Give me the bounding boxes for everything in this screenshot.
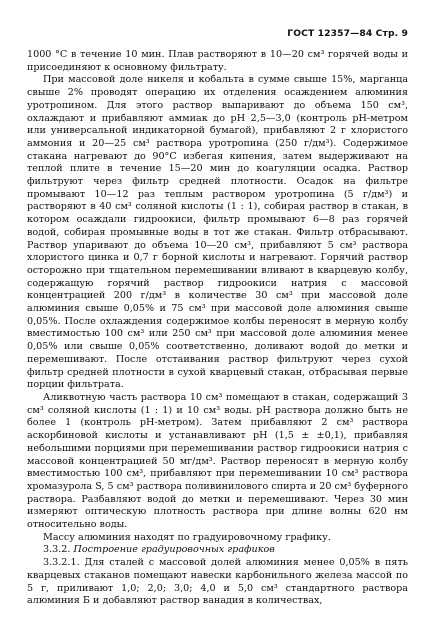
paragraph: 3.3.2.1. Для сталей с массовой долей алюминия менее 0,05% в пять кварцевых стаканов помещают навески карбонильного железа массой по 5 г, приливают 1,0; 2,0; 3,0; 4,0 и 5,0 см³ стандартного раствора алюминия Б и добавляют раствор ванадия в количествах, [27,557,408,607]
paragraph: Массу алюминия находят по градуировочному графику. [43,531,331,543]
paragraph: 1000 °С в течение 10 мин. Плав растворяют в 10—20 см³ горячей воды и присоединяют к основному фильтрату. [27,49,408,73]
page-header [287,28,408,39]
standard-number: ГОСТ 12357—84 [287,28,373,39]
body-text [27,49,408,608]
section-number: 3.3.2. [43,544,71,556]
section-title: Построение градуировочных графиков [73,544,275,556]
page-number: Стр. 9 [375,28,408,39]
section-heading [27,544,408,557]
paragraph: При массовой доле никеля и кобальта в сумме свыше 15%, марганца свыше 2% проводят операцию их отделения осаждением алюминия уротропином. Для этого раствор выпаривают до объема 150 см³, охлаждают и прибавляют аммиак до рН 2,5—3,0 (контроль рН-метром или универсальной индикаторной бумагой), прибавляют 2 г хлористого аммония и 20—25 см³ раствора уротропина (250 г/дм³). Содержимое стакана нагревают до 90°С избегая кипения, затем выдерживают на теплой плите в течение 15—20 мин до коагуляции осадка. Раствор фильтруют через фильтр средней плотности. Осадок на фильтре промывают 10—12 раз теплым раствором уротропина (5 г/дм³) и растворяют в 40 см³ соляной кислоты (1 : 1), собирая раствор в стакан, в котором осаждали гидроокиси, фильтр промывают 6—8 раз горячей водой, собирая промывные воды в тот же стакан. Фильтр отбрасывают. Раствор упаривают до объема 10—20 см³, прибавляют 5 см³ раствора хлористого цинка и 0,7 г борной кислоты и нагревают. Горячий раствор осторожно при тщательном перемешивании вливают в кварцевую колбу, содержащую горячий раствор гидроокиси натрия с массовой концентрацией 200 г/дм³ в количестве 30 см³ при массовой доле алюминия свыше 0,05% и 75 см³ при массовой доле алюминия свыше 0,05%. После охлаждения содержимое колбы переносят в мерную колбу вместимостью 100 см³ или 250 см³ при массовой доле алюминия менее 0,05% или свыше 0,05% соответственно, доливают водой до метки и перемешивают. После отстаивания раствор фильтруют через сухой фильтр средней плотности в сухой кварцевый стакан, отбрасывая первые порции фильтрата. [27,74,408,391]
paragraph: Аликвотную часть раствора 10 см³ помещают в стакан, содержащий 3 см³ соляной кислоты (1 : 1) и 10 см³ воды. рН раствора должно быть не более 1 (контроль рН-метром). Затем прибавляют 2 см³ раствора аскорбиновой кислоты и устанавливают рН (1,5 ± ±0,1), прибавляя небольшими порциями при перемешивании раствор гидроокиси натрия с массовой концентрацией 50 мг/дм³. Раствор переносят в мерную колбу вместимостью 100 см³, прибавляют при перемешивании 10 см³ раствора хромазурола S, 5 см³ раствора поливинилового спирта и 20 см³ буферного раствора. Разбавляют водой до метки и перемешивают. Через 30 мин измеряют оптическую плотность раствора при длине волны 620 нм относительно воды. [27,391,408,531]
